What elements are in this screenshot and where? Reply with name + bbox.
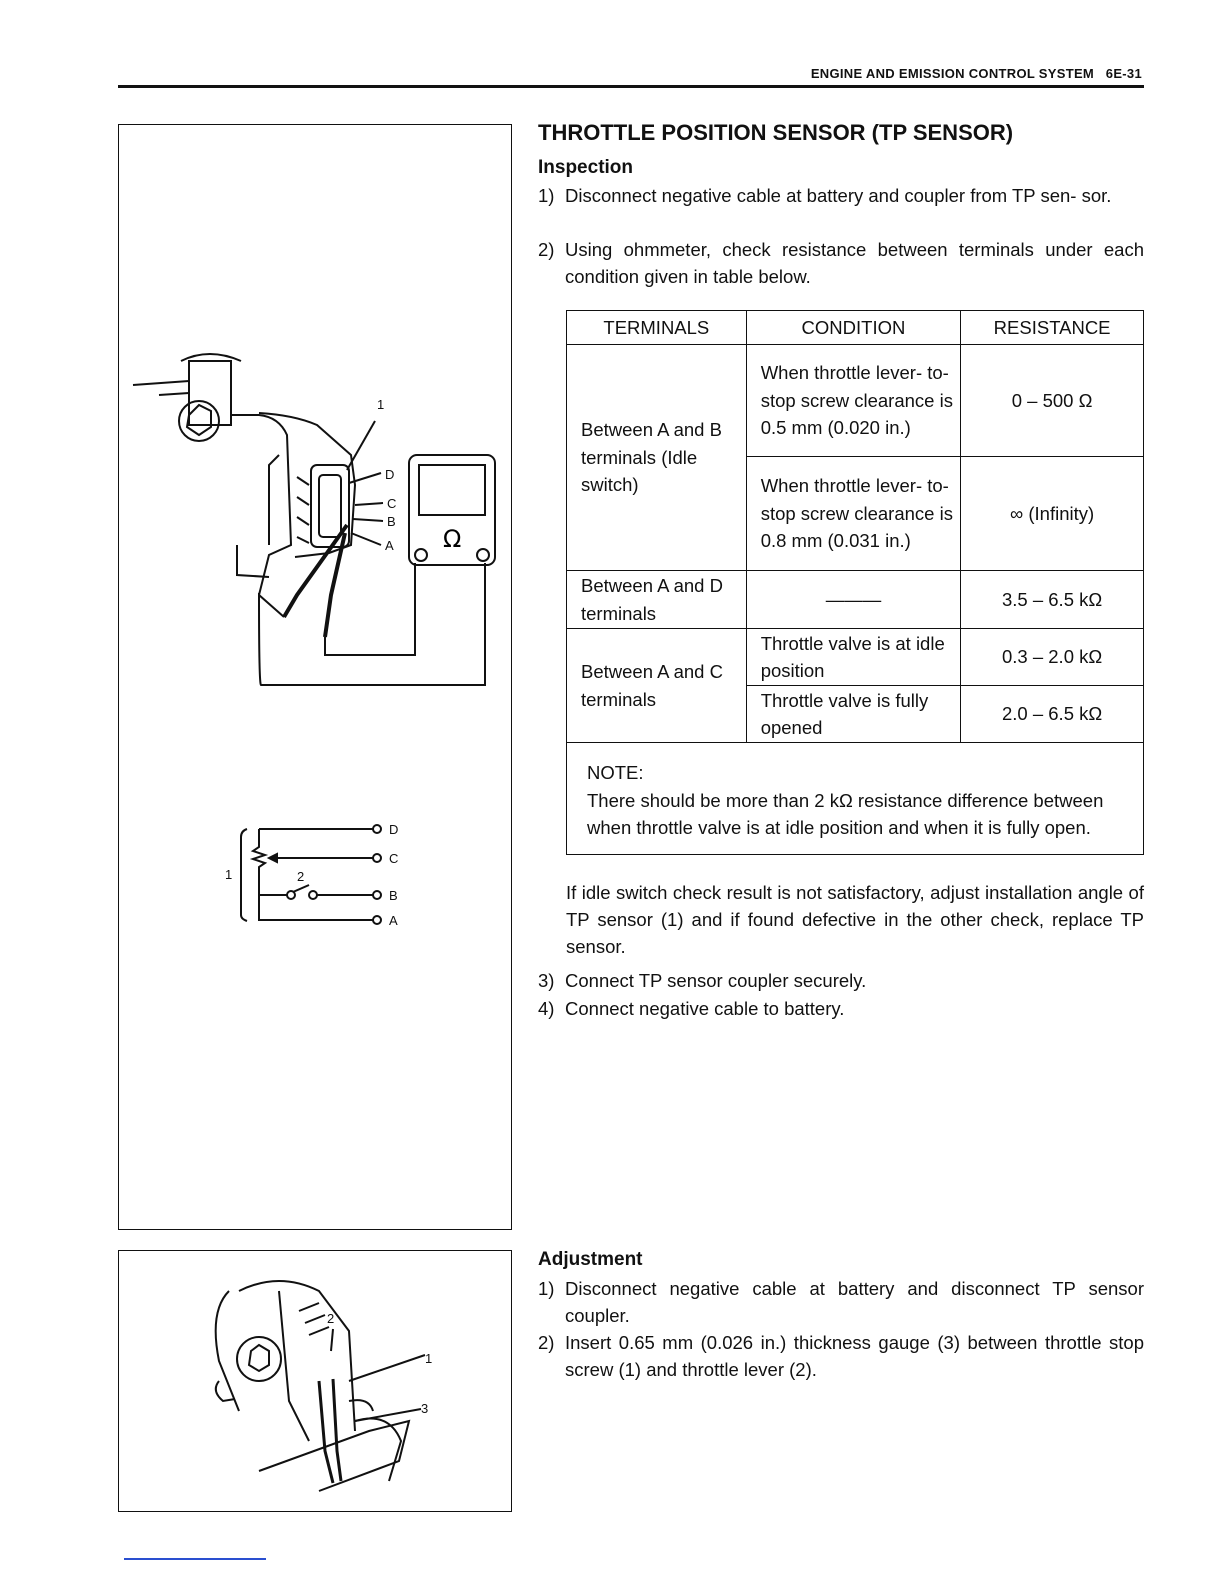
table-row <box>567 571 1144 629</box>
schematic-sensor-label: 1 <box>225 867 233 882</box>
running-header <box>811 66 1142 81</box>
step-text: Connect TP sensor coupler securely. <box>565 970 867 991</box>
inspection-illustration <box>119 125 513 1231</box>
step-number: 2) <box>538 239 555 260</box>
table-note <box>567 743 1144 855</box>
tp-sensor-inspection-figure <box>118 124 512 1230</box>
tp-sensor-adjustment-figure <box>118 1250 512 1512</box>
step-number: 1) <box>538 185 555 206</box>
schematic-a-label: A <box>389 913 398 928</box>
header-section: ENGINE AND EMISSION CONTROL SYSTEM <box>810 66 1095 81</box>
adjustment-step-2 <box>538 1329 1144 1383</box>
header-rule <box>118 85 1144 88</box>
step-text: Disconnect negative cable at battery and coupler from TP sen- sor. <box>565 185 1112 206</box>
schematic-c-label: C <box>389 851 399 866</box>
step-number: 3) <box>538 970 555 991</box>
terminals-a-d: Between A and D terminals <box>567 571 747 629</box>
table-row <box>567 629 1144 686</box>
table-header-row <box>567 311 1144 345</box>
ohm-symbol: Ω <box>443 525 462 553</box>
resistance-cell: 0 – 500 Ω <box>961 345 1144 457</box>
adjust-callout-1: 1 <box>425 1351 433 1366</box>
adjustment-heading: Adjustment <box>538 1249 643 1270</box>
header-terminals: TERMINALS <box>567 311 747 345</box>
condition-cell: When throttle lever- to-stop screw clearance is 0.8 mm (0.031 in.) <box>746 457 961 571</box>
callout-1-label: 1 <box>377 397 385 412</box>
condition-cell: Throttle valve is fully opened <box>746 686 961 743</box>
resistance-cell: 0.3 – 2.0 kΩ <box>961 629 1144 686</box>
note-label: NOTE: <box>587 762 644 784</box>
step-number: 4) <box>538 998 555 1019</box>
step-text: Using ohmmeter, check resistance between terminals under each condition given in table below. <box>565 239 1144 287</box>
after-table-paragraph: If idle switch check result is not satisfactory, adjust installation angle of TP sensor (1) and if found defective in the other check, replace TP sensor. <box>566 882 1144 957</box>
resistance-cell: ∞ (Infinity) <box>961 457 1144 571</box>
resistance-spec-table <box>566 310 1144 855</box>
terminal-b-label: B <box>387 514 396 529</box>
condition-cell: Throttle valve is at idle position <box>746 629 961 686</box>
step-text: Disconnect negative cable at battery and disconnect TP sensor coupler. <box>565 1278 1144 1326</box>
schematic-b-label: B <box>389 888 398 903</box>
header-page-number: 6E-31 <box>1105 66 1142 81</box>
adjust-callout-2: 2 <box>327 1311 335 1326</box>
step-text: Insert 0.65 mm (0.026 in.) thickness gauge (3) between throttle stop screw (1) and throttle lever (2). <box>565 1332 1144 1380</box>
condition-cell: When throttle lever- to-stop screw clearance is 0.5 mm (0.020 in.) <box>746 345 961 457</box>
schematic-switch-label: 2 <box>297 869 305 884</box>
header-condition: CONDITION <box>746 311 961 345</box>
terminal-c-label: C <box>387 496 397 511</box>
note-text: There should be more than 2 kΩ resistance difference between when throttle valve is at idle position and when it is fully open. <box>587 789 1104 839</box>
terminal-d-label: D <box>385 467 395 482</box>
resistance-cell: 2.0 – 6.5 kΩ <box>961 686 1144 743</box>
adjustment-illustration <box>119 1251 513 1513</box>
table-note-row <box>567 743 1144 855</box>
step-text: Connect negative cable to battery. <box>565 998 845 1019</box>
terminals-a-c: Between A and C terminals <box>567 629 747 743</box>
inspection-step-4 <box>538 995 1144 1022</box>
step-number: 1) <box>538 1278 555 1299</box>
schematic-d-label: D <box>389 822 399 837</box>
footer-line <box>124 1558 266 1560</box>
adjust-callout-3: 3 <box>421 1401 429 1416</box>
condition-cell: ——— <box>746 571 961 629</box>
inspection-step-2 <box>538 236 1144 290</box>
resistance-cell: 3.5 – 6.5 kΩ <box>961 571 1144 629</box>
terminal-a-label: A <box>385 538 394 553</box>
inspection-step-1 <box>538 182 1144 209</box>
adjustment-step-1 <box>538 1275 1144 1329</box>
step-number: 2) <box>538 1332 555 1353</box>
table-row <box>567 345 1144 457</box>
section-title: THROTTLE POSITION SENSOR (TP SENSOR) <box>538 120 1014 145</box>
terminals-a-b: Between A and B terminals (Idle switch) <box>567 345 747 571</box>
header-resistance: RESISTANCE <box>961 311 1144 345</box>
inspection-step-3 <box>538 967 1144 994</box>
inspection-heading: Inspection <box>538 157 634 178</box>
